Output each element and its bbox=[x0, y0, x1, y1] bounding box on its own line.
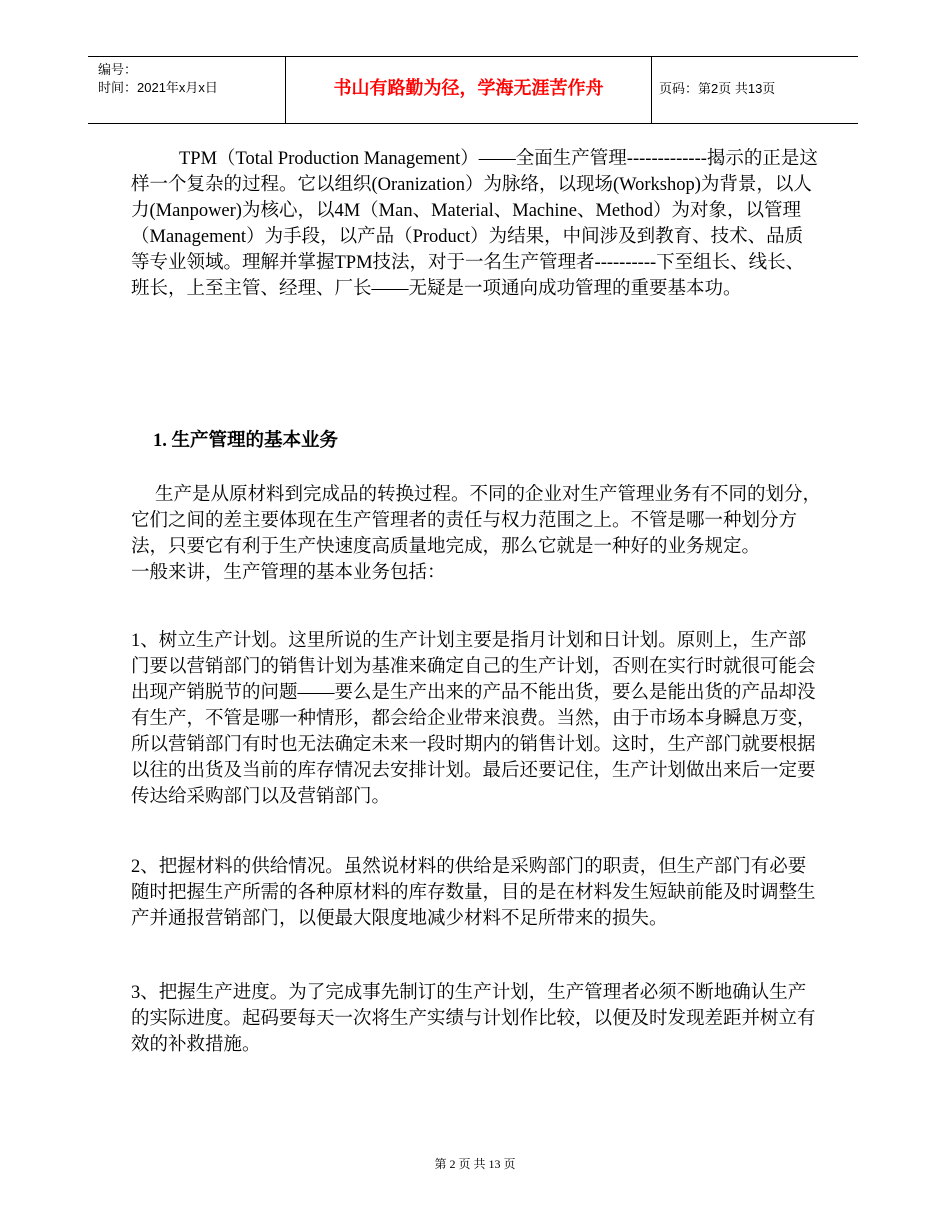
list-item-text: 3、把握生产进度。为了完成事先制订的生产计划，生产管理者必须不断地确认生产的实际进度。起码要每天一次将生产实绩与计划作比较，以便及时发现差距并树立有效的补救措施。 bbox=[131, 983, 816, 1055]
intro-section bbox=[131, 146, 821, 302]
section-heading: 1. 生产管理的基本业务 bbox=[153, 431, 339, 451]
section-paragraph-intro-list: 一般来讲，生产管理的基本业务包括： bbox=[131, 563, 446, 583]
serial-number-label: 编号： bbox=[98, 62, 138, 77]
header-right-cell bbox=[651, 57, 858, 123]
section-body bbox=[131, 482, 821, 586]
page-header bbox=[88, 56, 858, 124]
page-footer: 第 2 页 共 13 页 bbox=[434, 1157, 516, 1171]
list-item-text: 2、把握材料的供给情况。虽然说材料的供给是采购部门的职责，但生产部门有必要随时把握生产所需的各种原材料的库存数量，目的是在材料发生短缺前能及时调整生产并通报营销部门，以便最大限度地减少材料不足所带来的损失。 bbox=[131, 857, 816, 929]
header-motto-cell bbox=[285, 57, 652, 123]
motto-text: 书山有路勤为径，学海无涯苦作舟 bbox=[333, 78, 604, 99]
date-line: 时间：2021年x月x日 bbox=[98, 80, 218, 95]
list-item bbox=[131, 854, 821, 932]
page-info-text: 页码：第2页 共13页 bbox=[659, 81, 776, 96]
intro-paragraph: TPM（Total Production Management）——全面生产管理-------------揭示的正是这样一个复杂的过程。它以组织(Oranization）为脉络，以现场(Workshop)为背景，以人力(Manpower)为核心，以4M（Man、Material、Machine、Method）为对象，以管理（Management）为手段，以产品（Product）为结果，中间涉及到教育、技术、品质等专业领域。理解并掌握TPM技法，对于一名生产管理者----------下至组长、线长、班长，上至主管、经理、厂长——无疑是一项通向成功管理的重要基本功。 bbox=[131, 149, 818, 299]
header-left-cell bbox=[88, 57, 285, 123]
list-item bbox=[131, 980, 821, 1058]
list-item-text: 1、树立生产计划。这里所说的生产计划主要是指月计划和日计划。原则上，生产部门要以营销部门的销售计划为基准来确定自己的生产计划，否则在实行时就很可能会出现产销脱节的问题——要么是生产出来的产品不能出货，要么是能出货的产品却没有生产，不管是哪一种情形，都会给企业带来浪费。当然，由于市场本身瞬息万变，所以营销部门有时也无法确定未来一段时期内的销售计划。这时，生产部门就要根据以往的出货及当前的库存情况去安排计划。最后还要记住，生产计划做出来后一定要传达给采购部门以及营销部门。 bbox=[131, 631, 816, 807]
list-item bbox=[131, 628, 821, 810]
section-paragraph: 生产是从原材料到完成品的转换过程。不同的企业对生产管理业务有不同的划分，它们之间的差主要体现在生产管理者的责任与权力范围之上。不管是哪一种划分方法，只要它有利于生产快速度高质量地完成，那么它就是一种好的业务规定。 bbox=[131, 485, 822, 557]
